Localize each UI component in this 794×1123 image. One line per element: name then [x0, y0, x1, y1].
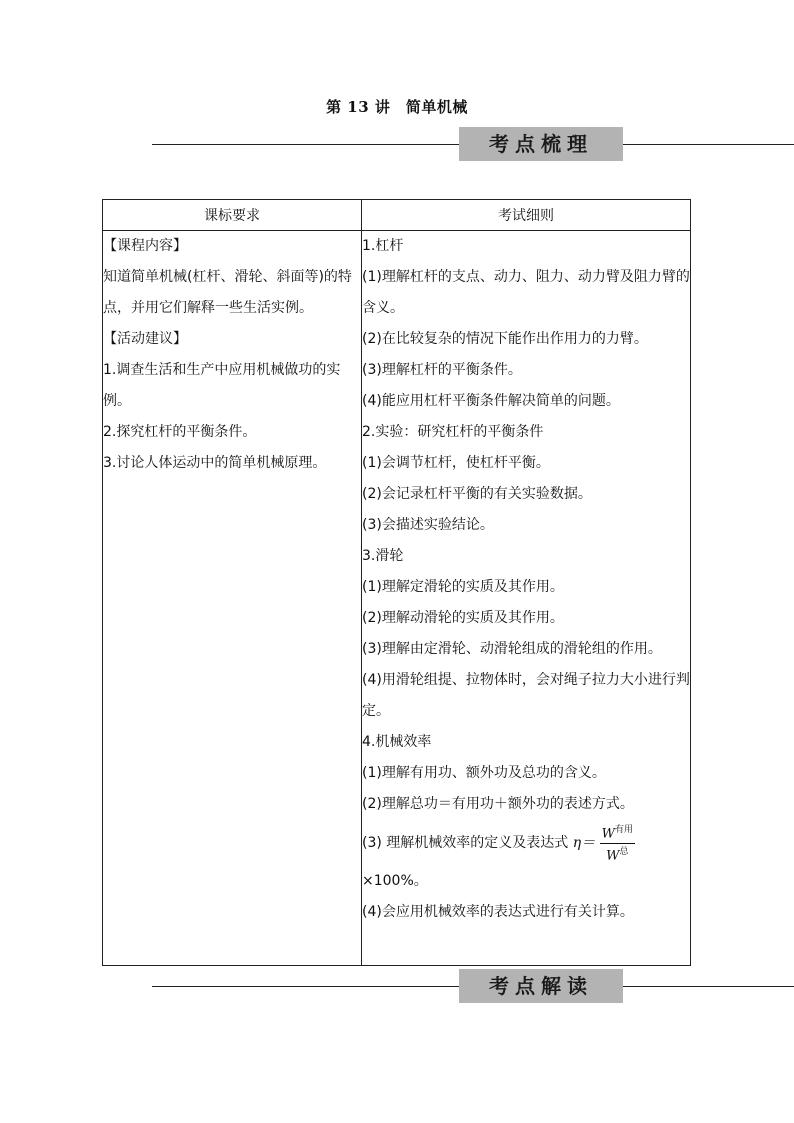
section-header-summary — [152, 127, 794, 163]
detail-item: (4)会应用机械效率的表达式进行有关计算。 — [362, 904, 634, 920]
table-row — [103, 231, 691, 966]
content-text: 知道简单机械(杠杆、滑轮、斜面等)的特点，并用它们解释一些生活实例。 — [103, 269, 352, 316]
fraction-numerator: $W^{有用}$ — [600, 822, 635, 843]
detail-item: (4)用滑轮组提、拉物体时，会对绳子拉力大小进行判定。 — [362, 672, 690, 719]
detail-item: (2)会记录杠杆平衡的有关实验数据。 — [362, 486, 592, 502]
table-header-row — [103, 200, 691, 231]
topic-heading-efficiency: 4.机械效率 — [362, 734, 432, 750]
detail-item: (3)理解由定滑轮、动滑轮组成的滑轮组的作用。 — [362, 641, 662, 657]
detail-item: (4)能应用杠杆平衡条件解决简单的问题。 — [362, 393, 620, 409]
activity-item: 1.调查生活和生产中应用机械做功的实例。 — [103, 362, 341, 409]
col-header-exam-details: 考试细则 — [362, 200, 691, 231]
col-header-curriculum: 课标要求 — [103, 200, 362, 231]
formula-suffix: ×100%。 — [362, 873, 428, 889]
section-badge-interpretation: 考点解读 — [459, 969, 623, 1003]
requirements-table — [102, 199, 691, 966]
detail-item: (1)会调节杠杆，使杠杆平衡。 — [362, 455, 550, 471]
detail-item: (2)理解动滑轮的实质及其作用。 — [362, 610, 564, 626]
section-header-interpretation — [152, 969, 794, 1005]
topic-heading-experiment: 2.实验：研究杠杆的平衡条件 — [362, 424, 544, 440]
formula-prefix: (3) 理解机械效率的定义及表达式 — [362, 835, 569, 851]
detail-item: (2)理解总功＝有用功＋额外功的表述方式。 — [362, 796, 634, 812]
efficiency-formula-line — [362, 820, 690, 866]
topic-heading-pulley: 3.滑轮 — [362, 548, 404, 564]
detail-item: (3)会描述实验结论。 — [362, 517, 494, 533]
page-title: 第 13 讲 简单机械 — [326, 98, 468, 116]
fraction-denominator: $W^总$ — [606, 846, 629, 863]
activity-item: 2.探究杠杆的平衡条件。 — [103, 424, 257, 440]
curriculum-cell — [103, 231, 362, 966]
section-badge-summary: 考点梳理 — [459, 127, 623, 161]
efficiency-fraction — [600, 822, 635, 864]
detail-item: (3)理解杠杆的平衡条件。 — [362, 362, 522, 378]
exam-details-cell — [362, 231, 691, 966]
topic-heading-lever: 1.杠杆 — [362, 238, 404, 254]
detail-item: (1)理解定滑轮的实质及其作用。 — [362, 579, 564, 595]
content-heading: 【课程内容】 — [103, 238, 187, 254]
activity-item: 3.讨论人体运动中的简单机械原理。 — [103, 455, 327, 471]
activity-heading: 【活动建议】 — [103, 331, 187, 347]
detail-item: (1)理解杠杆的支点、动力、阻力、动力臂及阻力臂的含义。 — [362, 269, 690, 316]
detail-item: (2)在比较复杂的情况下能作出作用力的力臂。 — [362, 331, 648, 347]
eta-symbol: η＝ — [572, 835, 596, 851]
detail-item: (1)理解有用功、额外功及总功的含义。 — [362, 765, 606, 781]
